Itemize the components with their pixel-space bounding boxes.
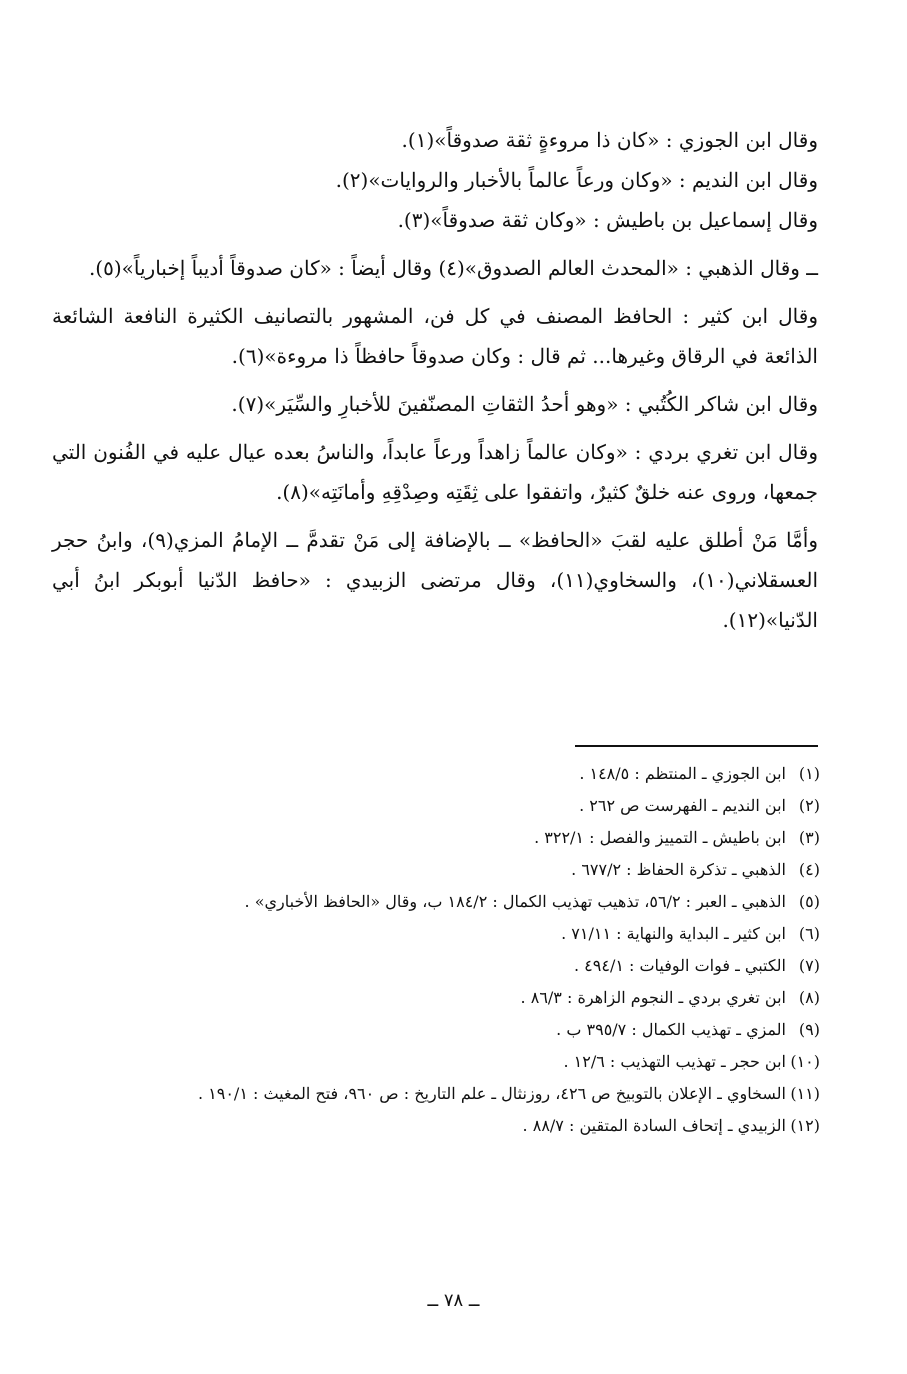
- footnote-number: (١١): [790, 1084, 820, 1103]
- footnote-number: (٧): [798, 956, 820, 975]
- paragraph-ibn-kathir: وقال ابن كثير : الحافظ المصنف في كل فن، المشهور بالتصانيف الكثيرة النافعة الشائعة الذائعة في الرقاق وغيرها... ثم قال : وكان صدوقاً حافظاً ذا مروءة»(٦).: [52, 304, 818, 368]
- paragraph-dhahabi: ــ وقال الذهبي : «المحدث العالم الصدوق»(٤) وقال أيضاً : «كان صدوقاً أديباً إخبارياً»(٥).: [88, 256, 818, 280]
- footnote-item: [80, 822, 820, 854]
- footnotes-list: [80, 758, 820, 1142]
- footnote-number: (٤): [798, 860, 820, 879]
- footnote-item: [80, 1046, 820, 1078]
- paragraph-ibn-taghri-birdi: وقال ابن تغري بردي : «وكان عالماً زاهداً ورعاً عابداً، والناسُ بعده عيال عليه في الفُنون التي جمعها، وروى عنه خلقٌ كثيرٌ، واتفقوا على ثِقَتِه وصِدْقِهِ وأمانَتِه»(٨).: [52, 440, 818, 504]
- footnote-item: [80, 1014, 820, 1046]
- footnote-text: المزي ـ تهذيب الكمال : ٣٩٥/٧ ب .: [556, 1020, 786, 1039]
- footnote-item: [80, 854, 820, 886]
- paragraph-ibn-batish: وقال إسماعيل بن باطيش : «وكان ثقة صدوقاً»(٣).: [397, 208, 818, 232]
- footnote-number: (٩): [798, 1020, 820, 1039]
- footnote-text: ابن حجر ـ تهذيب التهذيب : ١٢/٦ .: [563, 1052, 786, 1071]
- footnote-text: ابن باطيش ـ التمييز والفصل : ٣٢٢/١ .: [534, 828, 786, 847]
- footnote-separator: [575, 745, 818, 747]
- footnote-text: ابن تغري بردي ـ النجوم الزاهرة : ٨٦/٣ .: [520, 988, 786, 1007]
- footnote-text: ابن الجوزي ـ المنتظم : ١٤٨/٥ .: [579, 764, 786, 783]
- footnote-number: (٥): [798, 892, 820, 911]
- footnote-item: [80, 790, 820, 822]
- footnote-text: ابن النديم ـ الفهرست ص ٢٦٢ .: [579, 796, 786, 815]
- footnote-number: (٢): [798, 796, 820, 815]
- footnote-number: (١٢): [790, 1116, 820, 1135]
- footnote-item: [80, 950, 820, 982]
- footnote-item: [80, 758, 820, 790]
- footnote-text: الذهبي ـ تذكرة الحفاظ : ٦٧٧/٢ .: [571, 860, 786, 879]
- main-text: [52, 120, 818, 648]
- footnote-item: [80, 982, 820, 1014]
- footnote-item: [80, 886, 820, 918]
- page-number: ــ ٧٨ ــ: [427, 1290, 480, 1311]
- footnote-item: [80, 918, 820, 950]
- footnote-text: السخاوي ـ الإعلان بالتوبيخ ص ٤٢٦، روزنثال ـ علم التاريخ : ص ٩٦٠، فتح المغيث : ١٩٠/١ .: [197, 1084, 786, 1103]
- paragraph-ibn-nadim: وقال ابن النديم : «وكان ورعاً عالماً بالأخبار والروايات»(٢).: [335, 168, 818, 192]
- paragraph-kutubi: وقال ابن شاكر الكُتُبي : «وهو أحدُ الثقاتِ المصنّفينَ للأخبارِ والسِّيَر»(٧).: [231, 392, 818, 416]
- footnote-item: [80, 1078, 820, 1110]
- footnote-text: الذهبي ـ العبر : ٥٦/٢، تذهيب تهذيب الكمال : ١٨٤/٢ ب، وقال «الحافظ الأخباري» .: [244, 892, 786, 911]
- footnote-item: [80, 1110, 820, 1142]
- footnote-text: الزبيدي ـ إتحاف السادة المتقين : ٨٨/٧ .: [522, 1116, 786, 1135]
- footnote-number: (١٠): [790, 1052, 820, 1071]
- footnote-number: (١): [798, 764, 820, 783]
- footnote-number: (٣): [798, 828, 820, 847]
- paragraph-ibn-jawzi: وقال ابن الجوزي : «كان ذا مروءةٍ ثقة صدوقاً»(١).: [401, 128, 818, 152]
- footnote-text: الكتبي ـ فوات الوفيات : ٤٩٤/١ .: [573, 956, 786, 975]
- paragraph-hafiz-title: وأمَّا مَنْ أطلق عليه لقبَ «الحافظ» ــ بالإضافة إلى مَنْ تقدمَّ ــ الإمامُ المزي(٩)، وابنُ حجر العسقلاني(١٠)، والسخاوي(١١)، وقال مرتضى الزبيدي : «حافظ الدّنيا أبوبكر ابنُ أبي الدّنيا»(١٢).: [52, 528, 818, 632]
- footnote-number: (٦): [798, 924, 820, 943]
- footnote-number: (٨): [798, 988, 820, 1007]
- footnote-text: ابن كثير ـ البداية والنهاية : ٧١/١١ .: [561, 924, 786, 943]
